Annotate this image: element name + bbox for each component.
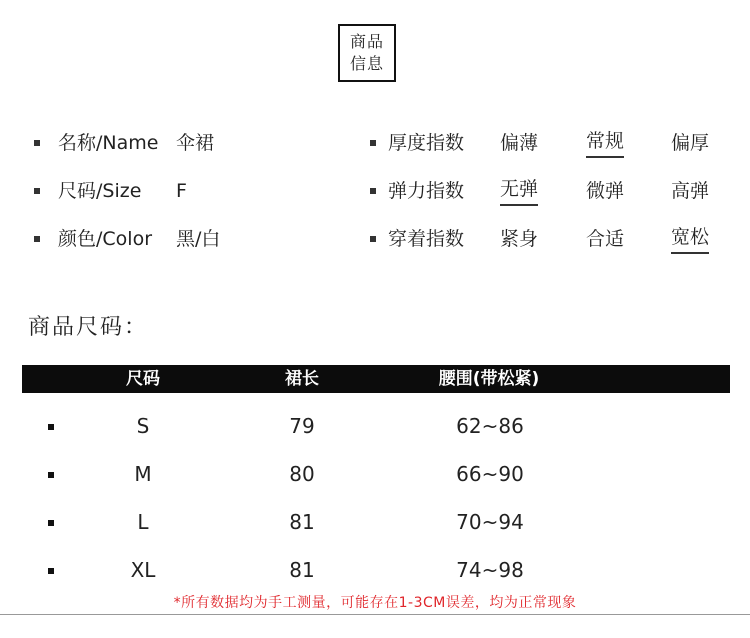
cell-size: XL <box>130 558 156 582</box>
title-line-1: 商品 <box>349 32 384 51</box>
option-thick: 偏厚 <box>671 132 710 154</box>
info-value: F <box>176 180 187 202</box>
info-row-name <box>0 128 340 158</box>
bullet-icon <box>48 520 54 526</box>
info-row-elasticity <box>360 176 740 206</box>
info-label: 名称/Name <box>58 132 159 154</box>
option-thin: 偏薄 <box>500 132 539 154</box>
cell-size: L <box>137 510 149 534</box>
option-tight: 紧身 <box>500 228 539 250</box>
product-info-title <box>338 24 396 82</box>
bullet-icon <box>370 140 376 146</box>
header-waist: 腰围(带松紧) <box>438 369 540 389</box>
measurement-note: *所有数据均为手工测量，可能存在1-3CM误差，均为正常现象 <box>173 595 577 611</box>
cell-waist: 70~94 <box>456 510 524 534</box>
cell-length: 80 <box>289 462 315 486</box>
bullet-icon <box>34 188 40 194</box>
cell-waist: 74~98 <box>456 558 524 582</box>
cell-length: 79 <box>289 414 315 438</box>
cell-size: S <box>136 414 150 438</box>
index-label: 厚度指数 <box>388 132 465 154</box>
header-length: 裙长 <box>285 369 319 389</box>
bullet-icon <box>48 568 54 574</box>
bullet-icon <box>370 236 376 242</box>
option-slight-stretch: 微弹 <box>586 180 625 202</box>
table-row <box>0 406 750 446</box>
bullet-icon <box>34 236 40 242</box>
info-row-thickness <box>360 128 740 158</box>
cell-waist: 66~90 <box>456 462 524 486</box>
option-high-stretch: 高弹 <box>671 180 710 202</box>
bottom-divider <box>0 614 750 615</box>
size-table-header <box>22 365 730 393</box>
table-row <box>0 550 750 590</box>
info-row-color <box>0 224 340 254</box>
info-row-size <box>0 176 340 206</box>
option-no-stretch-selected: 无弹 <box>500 176 538 206</box>
info-value: 伞裙 <box>176 132 215 154</box>
table-row <box>0 454 750 494</box>
cell-length: 81 <box>289 558 315 582</box>
cell-waist: 62~86 <box>456 414 524 438</box>
table-row <box>0 502 750 542</box>
title-line-2: 信息 <box>349 54 384 73</box>
option-regular-selected: 常规 <box>586 128 624 158</box>
index-label: 穿着指数 <box>388 228 465 250</box>
option-loose-selected: 宽松 <box>671 224 709 254</box>
bullet-icon <box>34 140 40 146</box>
bullet-icon <box>48 472 54 478</box>
bullet-icon <box>370 188 376 194</box>
info-value: 黑/白 <box>176 228 221 250</box>
size-section-title: 商品尺码： <box>28 315 149 340</box>
cell-length: 81 <box>289 510 315 534</box>
index-label: 弹力指数 <box>388 180 465 202</box>
header-size: 尺码 <box>126 369 160 389</box>
bullet-icon <box>48 424 54 430</box>
option-fitted: 合适 <box>586 228 625 250</box>
info-label: 尺码/Size <box>58 180 142 202</box>
cell-size: M <box>134 462 152 486</box>
info-label: 颜色/Color <box>58 228 153 250</box>
info-row-fit <box>360 224 740 254</box>
